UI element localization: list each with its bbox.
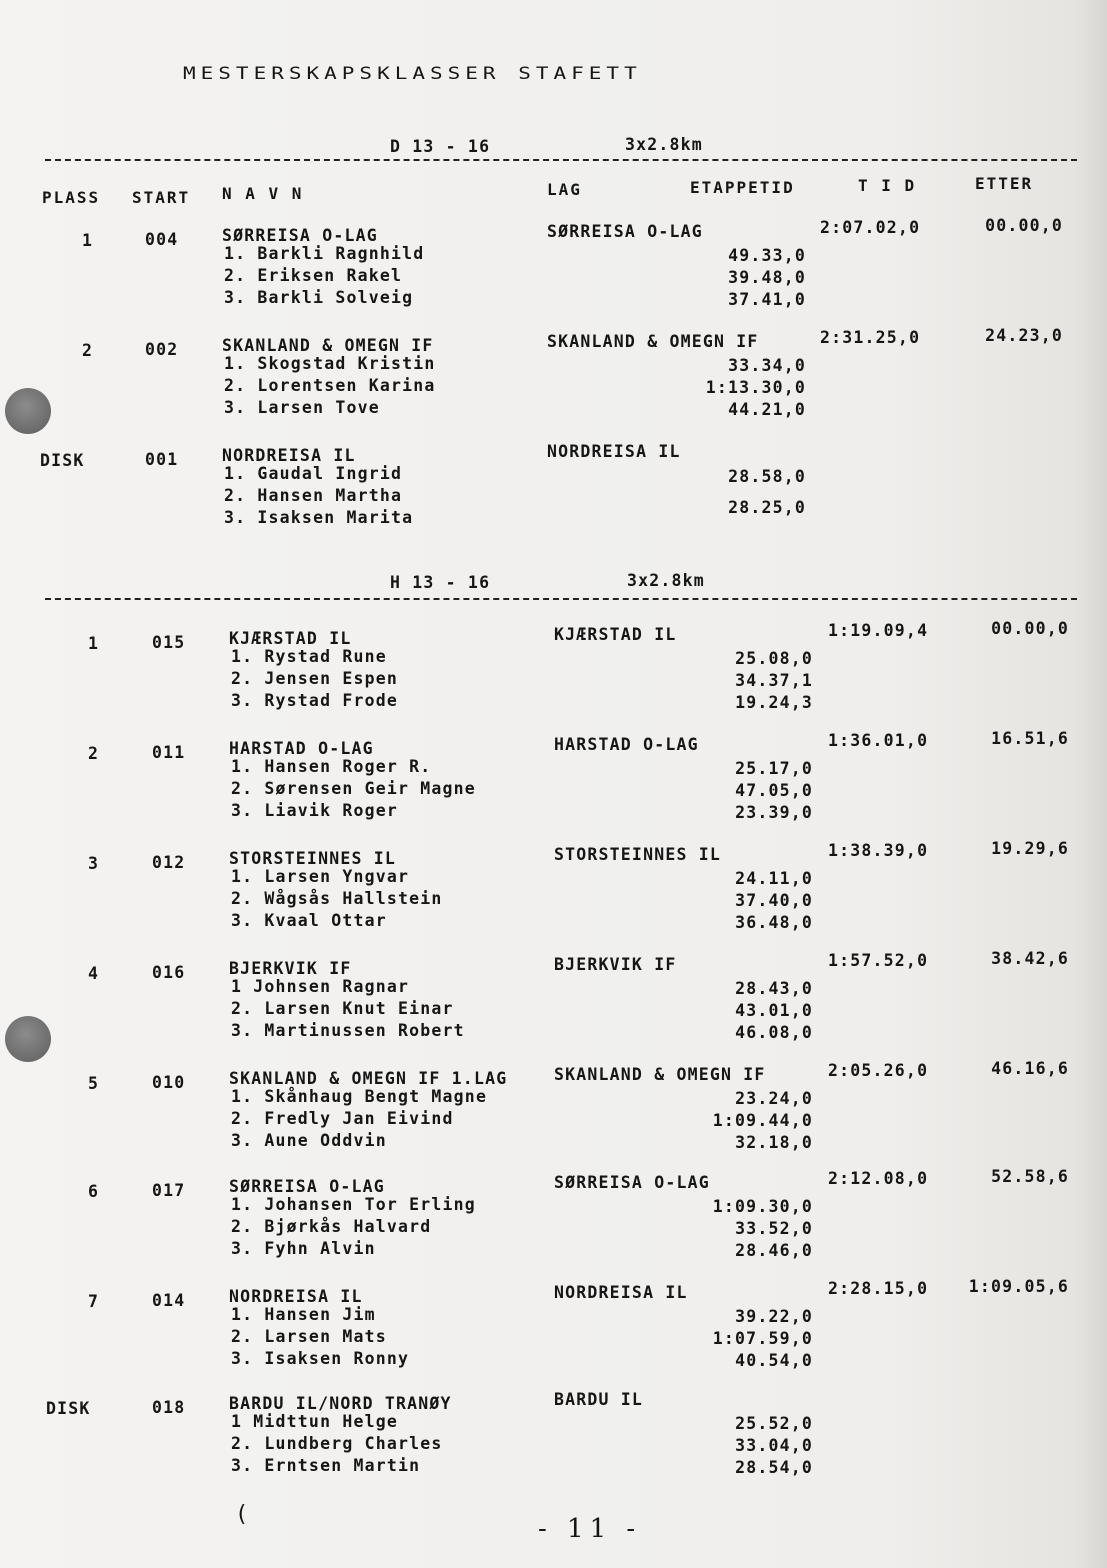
team-club-name: NORDREISA IL: [222, 446, 356, 465]
runner-leg-time: 23.24,0: [735, 1089, 813, 1108]
team-total-time: 2:12.08,0: [828, 1169, 929, 1188]
team-place: 2: [82, 341, 94, 360]
team-time-behind: 24.23,0: [985, 326, 1063, 345]
runner-leg-time: 23.39,0: [735, 803, 813, 822]
team-place: 5: [88, 1074, 100, 1093]
runner-name: 2. Larsen Knut Einar: [231, 999, 454, 1018]
runner-leg-time: 33.52,0: [735, 1219, 813, 1238]
team-place: 6: [88, 1182, 100, 1201]
runner-leg-time: 28.46,0: [735, 1241, 813, 1260]
team-start-number: 017: [152, 1181, 186, 1200]
team-total-time: 2:28.15,0: [828, 1279, 929, 1298]
runner-leg-time: 40.54,0: [735, 1351, 813, 1370]
team-total-time: 1:19.09,4: [828, 621, 929, 640]
runner-leg-time: 1:13.30,0: [705, 378, 806, 397]
runner-name: 1. Rystad Rune: [231, 647, 387, 666]
runner-leg-time: 33.34,0: [728, 356, 806, 375]
runner-leg-time: 39.22,0: [735, 1307, 813, 1326]
team-club-name: KJÆRSTAD IL: [229, 629, 352, 648]
team-start-number: 016: [152, 963, 186, 982]
runner-name: 2. Jensen Espen: [231, 669, 399, 688]
team-start-number: 002: [145, 340, 179, 359]
runner-name: 3. Larsen Tove: [224, 398, 380, 417]
punch-hole-top: [5, 388, 51, 434]
team-name: SØRREISA O-LAG: [554, 1173, 710, 1192]
runner-name: 2. Bjørkås Halvard: [231, 1217, 432, 1236]
runner-leg-time: 28.58,0: [728, 467, 806, 486]
header-behind: ETTER: [975, 174, 1034, 193]
runner-leg-time: 28.43,0: [735, 979, 813, 998]
runner-name: 3. Martinussen Robert: [231, 1021, 465, 1040]
runner-leg-time: 49.33,0: [728, 246, 806, 265]
team-club-name: SØRREISA O-LAG: [229, 1177, 385, 1196]
team-name: BJERKVIK IF: [554, 955, 677, 974]
team-club-name: HARSTAD O-LAG: [229, 739, 374, 758]
runner-leg-time: 33.04,0: [735, 1436, 813, 1455]
team-name: NORDREISA IL: [554, 1283, 688, 1302]
runner-leg-time: 37.40,0: [735, 891, 813, 910]
team-start-number: 014: [152, 1291, 186, 1310]
runner-name: 2. Lundberg Charles: [231, 1434, 443, 1453]
header-team: LAG: [547, 180, 582, 199]
team-start-number: 018: [152, 1398, 186, 1417]
header-leg-time: ETAPPETID: [690, 178, 795, 197]
runner-name: 3. Kvaal Ottar: [231, 911, 387, 930]
runner-name: 3. Aune Oddvin: [231, 1131, 387, 1150]
runner-leg-time: 37.41,0: [728, 290, 806, 309]
team-time-behind: 38.42,6: [991, 949, 1069, 968]
team-place: 3: [88, 854, 100, 873]
runner-name: 3. Erntsen Martin: [231, 1456, 421, 1475]
runner-leg-time: 1:07.59,0: [712, 1329, 813, 1348]
runner-name: 3. Rystad Frode: [231, 691, 399, 710]
team-total-time: 1:36.01,0: [828, 731, 929, 750]
runner-leg-time: 19.24,3: [735, 693, 813, 712]
team-club-name: BJERKVIK IF: [229, 959, 352, 978]
team-place: 2: [88, 744, 100, 763]
team-start-number: 012: [152, 853, 186, 872]
punch-hole-bottom: [5, 1016, 51, 1062]
class-label: D 13 - 16: [390, 137, 491, 156]
runner-leg-time: 34.37,1: [735, 671, 813, 690]
runner-name: 1. Larsen Yngvar: [231, 867, 410, 886]
separator: [45, 598, 1077, 600]
team-total-time: 1:38.39,0: [828, 841, 929, 860]
team-club-name: SØRREISA O-LAG: [222, 226, 378, 245]
team-total-time: 2:07.02,0: [820, 218, 921, 237]
runner-name: 1. Skånhaug Bengt Magne: [231, 1087, 488, 1106]
runner-leg-time: 44.21,0: [728, 400, 806, 419]
team-place: DISK: [46, 1399, 91, 1418]
runner-leg-time: 36.48,0: [735, 913, 813, 932]
team-place: 4: [88, 964, 100, 983]
distance-label: 3x2.8km: [627, 571, 705, 590]
page-title: MESTERSKAPSKLASSER STAFETT: [183, 64, 642, 84]
runner-name: 3. Fyhn Alvin: [231, 1239, 376, 1258]
runner-leg-time: 25.52,0: [735, 1414, 813, 1433]
team-name: STORSTEINNES IL: [554, 845, 722, 864]
team-club-name: SKANLAND & OMEGN IF: [222, 336, 434, 355]
team-place: 1: [88, 634, 100, 653]
runner-name: 1. Barkli Ragnhild: [224, 244, 425, 263]
team-time-behind: 1:09.05,6: [968, 1277, 1069, 1296]
runner-leg-time: 1:09.44,0: [712, 1111, 813, 1130]
header-start: START: [132, 188, 191, 207]
runner-leg-time: 47.05,0: [735, 781, 813, 800]
runner-name: 3. Isaksen Ronny: [231, 1349, 410, 1368]
runner-name: 2. Hansen Martha: [224, 486, 403, 505]
team-name: SKANLAND & OMEGN IF: [554, 1065, 766, 1084]
team-club-name: NORDREISA IL: [229, 1287, 363, 1306]
runner-name: 1. Johansen Tor Erling: [231, 1195, 476, 1214]
runner-leg-time: 46.08,0: [735, 1023, 813, 1042]
runner-leg-time: 28.54,0: [735, 1458, 813, 1477]
runner-leg-time: 39.48,0: [728, 268, 806, 287]
team-name: HARSTAD O-LAG: [554, 735, 699, 754]
team-total-time: 2:31.25,0: [820, 328, 921, 347]
team-time-behind: 52.58,6: [991, 1167, 1069, 1186]
team-name: KJÆRSTAD IL: [554, 625, 677, 644]
team-place: 1: [82, 231, 94, 250]
team-start-number: 015: [152, 633, 186, 652]
team-start-number: 011: [152, 743, 186, 762]
team-name: SØRREISA O-LAG: [547, 222, 703, 241]
team-total-time: 2:05.26,0: [828, 1061, 929, 1080]
team-time-behind: 00.00,0: [991, 619, 1069, 638]
class-label: H 13 - 16: [390, 573, 491, 592]
runner-name: 1 Johnsen Ragnar: [231, 977, 410, 996]
team-time-behind: 19.29,6: [991, 839, 1069, 858]
runner-leg-time: 32.18,0: [735, 1133, 813, 1152]
runner-leg-time: 43.01,0: [735, 1001, 813, 1020]
runner-leg-time: 28.25,0: [728, 498, 806, 517]
distance-label: 3x2.8km: [625, 135, 703, 154]
separator: [45, 159, 1077, 161]
runner-name: 2. Eriksen Rakel: [224, 266, 403, 285]
page-number: - 11 -: [538, 1514, 642, 1544]
team-club-name: SKANLAND & OMEGN IF 1.LAG: [229, 1069, 508, 1088]
team-time-behind: 00.00,0: [985, 216, 1063, 235]
team-club-name: STORSTEINNES IL: [229, 849, 397, 868]
runner-name: 2. Larsen Mats: [231, 1327, 387, 1346]
runner-name: 2. Lorentsen Karina: [224, 376, 436, 395]
runner-name: 1. Hansen Roger R.: [231, 757, 432, 776]
runner-leg-time: 25.17,0: [735, 759, 813, 778]
team-total-time: 1:57.52,0: [828, 951, 929, 970]
runner-name: 1. Skogstad Kristin: [224, 354, 436, 373]
stray-mark: (: [235, 1502, 250, 1527]
runner-name: 3. Liavik Roger: [231, 801, 399, 820]
runner-name: 2. Sørensen Geir Magne: [231, 779, 476, 798]
team-time-behind: 16.51,6: [991, 729, 1069, 748]
team-name: BARDU IL: [554, 1390, 644, 1409]
team-name: NORDREISA IL: [547, 442, 681, 461]
runner-leg-time: 1:09.30,0: [712, 1197, 813, 1216]
header-time: T I D: [858, 176, 917, 195]
runner-name: 1. Hansen Jim: [231, 1305, 376, 1324]
runner-name: 1 Midttun Helge: [231, 1412, 399, 1431]
header-place: PLASS: [42, 188, 101, 207]
runner-name: 1. Gaudal Ingrid: [224, 464, 403, 483]
team-start-number: 010: [152, 1073, 186, 1092]
runner-leg-time: 25.08,0: [735, 649, 813, 668]
team-start-number: 004: [145, 230, 179, 249]
team-place: DISK: [40, 451, 85, 470]
runner-name: 3. Isaksen Marita: [224, 508, 414, 527]
runner-name: 2. Fredly Jan Eivind: [231, 1109, 454, 1128]
runner-leg-time: 24.11,0: [735, 869, 813, 888]
runner-name: 2. Wågsås Hallstein: [231, 889, 443, 908]
team-name: SKANLAND & OMEGN IF: [547, 332, 759, 351]
team-time-behind: 46.16,6: [991, 1059, 1069, 1078]
team-club-name: BARDU IL/NORD TRANØY: [229, 1394, 452, 1413]
runner-name: 3. Barkli Solveig: [224, 288, 414, 307]
team-start-number: 001: [145, 450, 179, 469]
header-name: N A V N: [222, 184, 304, 203]
team-place: 7: [88, 1292, 100, 1311]
